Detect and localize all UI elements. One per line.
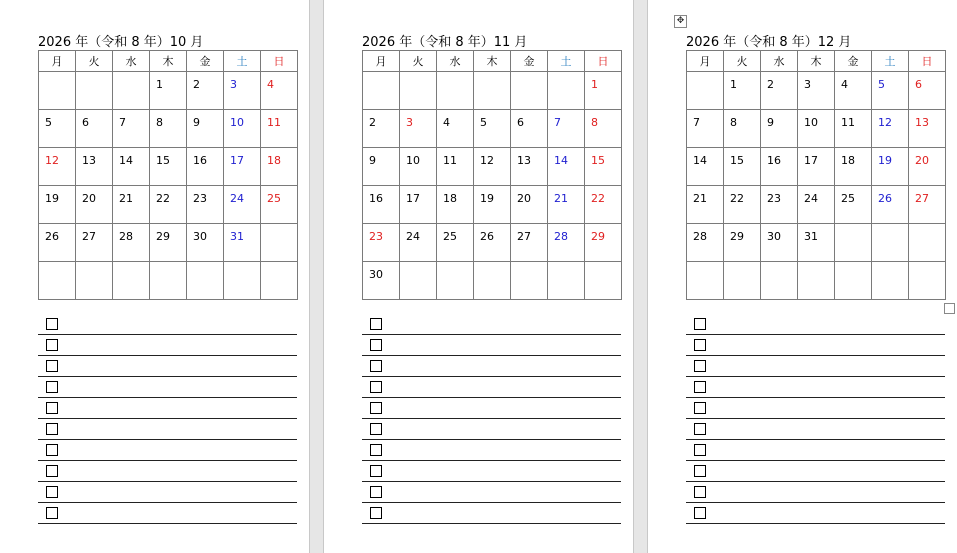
day-cell[interactable]: 27: [511, 224, 548, 262]
day-cell[interactable]: [687, 262, 724, 300]
weekday-header: 月: [363, 51, 400, 72]
weekday-header: 月: [39, 51, 76, 72]
weekday-header: 土: [872, 51, 909, 72]
task-row[interactable]: [686, 377, 945, 398]
weekday-header: 日: [909, 51, 946, 72]
task-row[interactable]: [362, 356, 621, 377]
day-cell[interactable]: 14: [113, 148, 150, 186]
day-cell[interactable]: 4: [437, 110, 474, 148]
day-cell[interactable]: [474, 262, 511, 300]
day-cell[interactable]: [363, 72, 400, 110]
calendar-table: [362, 50, 622, 300]
day-cell[interactable]: 18: [261, 148, 298, 186]
day-cell[interactable]: 29: [585, 224, 622, 262]
day-cell[interactable]: 8: [724, 110, 761, 148]
checkbox-icon[interactable]: [694, 318, 706, 330]
day-cell[interactable]: 10: [400, 148, 437, 186]
day-cell[interactable]: 10: [798, 110, 835, 148]
day-cell[interactable]: [761, 262, 798, 300]
day-cell[interactable]: 1: [724, 72, 761, 110]
day-cell[interactable]: [872, 224, 909, 262]
checkbox-icon[interactable]: [370, 381, 382, 393]
week-row: [39, 186, 298, 224]
day-cell[interactable]: 26: [39, 224, 76, 262]
day-cell[interactable]: 24: [798, 186, 835, 224]
day-cell[interactable]: 25: [261, 186, 298, 224]
task-row[interactable]: [686, 503, 945, 524]
day-cell[interactable]: 5: [872, 72, 909, 110]
weekday-header: 日: [585, 51, 622, 72]
day-cell[interactable]: 16: [761, 148, 798, 186]
day-cell[interactable]: [548, 72, 585, 110]
day-cell[interactable]: 10: [224, 110, 261, 148]
day-cell[interactable]: 2: [761, 72, 798, 110]
day-cell[interactable]: 17: [400, 186, 437, 224]
checkbox-icon[interactable]: [370, 444, 382, 456]
day-cell[interactable]: [39, 72, 76, 110]
task-row[interactable]: [38, 377, 297, 398]
checkbox-icon[interactable]: [46, 465, 58, 477]
weekday-header: 木: [798, 51, 835, 72]
task-row[interactable]: [38, 335, 297, 356]
task-row[interactable]: [38, 440, 297, 461]
day-cell[interactable]: 7: [548, 110, 585, 148]
checkbox-icon[interactable]: [46, 423, 58, 435]
week-row: [363, 224, 622, 262]
page-content: [31, 0, 303, 553]
checkbox-icon[interactable]: [370, 402, 382, 414]
day-cell[interactable]: 22: [585, 186, 622, 224]
day-cell[interactable]: 12: [474, 148, 511, 186]
day-cell[interactable]: 2: [363, 110, 400, 148]
day-cell[interactable]: 5: [474, 110, 511, 148]
day-cell[interactable]: 31: [798, 224, 835, 262]
checkbox-icon[interactable]: [46, 339, 58, 351]
page-title: 2026 年（令和 8 年）11 月: [362, 35, 528, 50]
day-cell[interactable]: 21: [113, 186, 150, 224]
task-row[interactable]: [362, 419, 621, 440]
weekday-header: 月: [687, 51, 724, 72]
day-cell[interactable]: 30: [761, 224, 798, 262]
day-cell[interactable]: [261, 262, 298, 300]
day-cell[interactable]: 25: [835, 186, 872, 224]
week-row: [687, 262, 946, 300]
day-cell[interactable]: 9: [363, 148, 400, 186]
day-cell[interactable]: 29: [724, 224, 761, 262]
week-row: [39, 262, 298, 300]
task-row[interactable]: [362, 314, 621, 335]
day-cell[interactable]: [835, 224, 872, 262]
week-row: [363, 186, 622, 224]
checkbox-icon[interactable]: [370, 465, 382, 477]
week-row: [39, 224, 298, 262]
weekday-header: 水: [437, 51, 474, 72]
day-cell[interactable]: [585, 262, 622, 300]
day-cell[interactable]: [548, 262, 585, 300]
weekday-header: 火: [400, 51, 437, 72]
page-content: [679, 0, 951, 553]
checkbox-icon[interactable]: [694, 465, 706, 477]
task-list: [362, 314, 621, 524]
day-cell[interactable]: 3: [798, 72, 835, 110]
day-cell[interactable]: 26: [872, 186, 909, 224]
day-cell[interactable]: 12: [872, 110, 909, 148]
day-cell[interactable]: 31: [224, 224, 261, 262]
day-cell[interactable]: 11: [835, 110, 872, 148]
week-row: [39, 72, 298, 110]
day-cell[interactable]: 7: [113, 110, 150, 148]
checkbox-icon[interactable]: [370, 423, 382, 435]
day-cell[interactable]: 25: [437, 224, 474, 262]
day-cell[interactable]: 14: [687, 148, 724, 186]
day-cell[interactable]: 22: [150, 186, 187, 224]
day-cell[interactable]: 1: [585, 72, 622, 110]
weekday-header: 火: [724, 51, 761, 72]
day-cell[interactable]: [39, 262, 76, 300]
day-cell[interactable]: 7: [687, 110, 724, 148]
day-cell[interactable]: 11: [261, 110, 298, 148]
weekday-header-row: [363, 51, 622, 72]
task-row[interactable]: [686, 482, 945, 503]
day-cell[interactable]: 21: [548, 186, 585, 224]
checkbox-icon[interactable]: [694, 381, 706, 393]
day-cell[interactable]: 23: [187, 186, 224, 224]
weekday-header: 金: [835, 51, 872, 72]
day-cell[interactable]: [909, 262, 946, 300]
day-cell[interactable]: 5: [39, 110, 76, 148]
day-cell[interactable]: 16: [363, 186, 400, 224]
task-row[interactable]: [38, 482, 297, 503]
day-cell[interactable]: 17: [224, 148, 261, 186]
week-row: [363, 262, 622, 300]
calendar-table: [686, 50, 946, 300]
task-row[interactable]: [38, 419, 297, 440]
day-cell[interactable]: [400, 262, 437, 300]
checkbox-icon[interactable]: [694, 423, 706, 435]
weekday-header-row: [687, 51, 946, 72]
day-cell[interactable]: 19: [872, 148, 909, 186]
day-cell[interactable]: 6: [909, 72, 946, 110]
checkbox-icon[interactable]: [694, 444, 706, 456]
task-list: [686, 314, 945, 524]
day-cell[interactable]: 28: [113, 224, 150, 262]
checkbox-icon[interactable]: [370, 507, 382, 519]
task-row[interactable]: [686, 335, 945, 356]
day-cell[interactable]: 26: [474, 224, 511, 262]
task-row[interactable]: [38, 503, 297, 524]
page-content: [355, 0, 627, 553]
day-cell[interactable]: [76, 262, 113, 300]
day-cell[interactable]: 12: [39, 148, 76, 186]
checkbox-icon[interactable]: [46, 444, 58, 456]
weekday-header: 火: [76, 51, 113, 72]
checkbox-icon[interactable]: [694, 402, 706, 414]
task-row[interactable]: [686, 356, 945, 377]
day-cell[interactable]: [113, 262, 150, 300]
checkbox-icon[interactable]: [370, 318, 382, 330]
day-cell[interactable]: 28: [548, 224, 585, 262]
day-cell[interactable]: 16: [187, 148, 224, 186]
task-row[interactable]: [686, 461, 945, 482]
day-cell[interactable]: 13: [511, 148, 548, 186]
week-row: [687, 148, 946, 186]
checkbox-icon[interactable]: [694, 339, 706, 351]
day-cell[interactable]: [113, 72, 150, 110]
day-cell[interactable]: [687, 72, 724, 110]
day-cell[interactable]: 24: [400, 224, 437, 262]
day-cell[interactable]: [187, 262, 224, 300]
day-cell[interactable]: [224, 262, 261, 300]
weekday-header-row: [39, 51, 298, 72]
weekday-header: 土: [224, 51, 261, 72]
checkbox-icon[interactable]: [46, 360, 58, 372]
calendar-page-october: [0, 0, 309, 553]
task-row[interactable]: [362, 461, 621, 482]
day-cell[interactable]: [511, 262, 548, 300]
task-row[interactable]: [38, 398, 297, 419]
task-list: [38, 314, 297, 524]
page-title: 2026 年（令和 8 年）12 月: [686, 35, 852, 50]
day-cell[interactable]: 30: [187, 224, 224, 262]
day-cell[interactable]: 17: [798, 148, 835, 186]
week-row: [363, 110, 622, 148]
day-cell[interactable]: [909, 224, 946, 262]
day-cell[interactable]: [724, 262, 761, 300]
calendar-table: [38, 50, 298, 300]
checkbox-icon[interactable]: [370, 360, 382, 372]
day-cell[interactable]: 2: [187, 72, 224, 110]
week-row: [363, 148, 622, 186]
day-cell[interactable]: [511, 72, 548, 110]
week-row: [39, 110, 298, 148]
day-cell[interactable]: 4: [261, 72, 298, 110]
checkbox-icon[interactable]: [370, 486, 382, 498]
day-cell[interactable]: 9: [187, 110, 224, 148]
task-row[interactable]: [38, 461, 297, 482]
task-row[interactable]: [686, 398, 945, 419]
day-cell[interactable]: 27: [909, 186, 946, 224]
day-cell[interactable]: 29: [150, 224, 187, 262]
day-cell[interactable]: 20: [909, 148, 946, 186]
checkbox-icon[interactable]: [46, 486, 58, 498]
week-row: [363, 72, 622, 110]
day-cell[interactable]: 3: [400, 110, 437, 148]
day-cell[interactable]: 22: [724, 186, 761, 224]
week-row: [687, 72, 946, 110]
day-cell[interactable]: 13: [909, 110, 946, 148]
day-cell[interactable]: 8: [150, 110, 187, 148]
day-cell[interactable]: 18: [437, 186, 474, 224]
checkbox-icon[interactable]: [46, 318, 58, 330]
day-cell[interactable]: 4: [835, 72, 872, 110]
checkbox-icon[interactable]: [694, 360, 706, 372]
day-cell[interactable]: 13: [76, 148, 113, 186]
task-row[interactable]: [686, 419, 945, 440]
day-cell[interactable]: 11: [437, 148, 474, 186]
day-cell[interactable]: [400, 72, 437, 110]
weekday-header: 金: [187, 51, 224, 72]
task-row[interactable]: [38, 356, 297, 377]
day-cell[interactable]: [474, 72, 511, 110]
week-row: [687, 186, 946, 224]
day-cell[interactable]: 30: [363, 262, 400, 300]
day-cell[interactable]: 23: [363, 224, 400, 262]
day-cell[interactable]: [261, 224, 298, 262]
weekday-header: 木: [474, 51, 511, 72]
day-cell[interactable]: 20: [76, 186, 113, 224]
day-cell[interactable]: [437, 72, 474, 110]
calendar-page-november: [324, 0, 633, 553]
day-cell[interactable]: 18: [835, 148, 872, 186]
weekday-header: 土: [548, 51, 585, 72]
day-cell[interactable]: 21: [687, 186, 724, 224]
table-resize-handle[interactable]: [944, 303, 955, 314]
weekday-header: 水: [113, 51, 150, 72]
task-row[interactable]: [362, 377, 621, 398]
day-cell[interactable]: 9: [761, 110, 798, 148]
weekday-header: 金: [511, 51, 548, 72]
week-row: [687, 110, 946, 148]
day-cell[interactable]: [798, 262, 835, 300]
weekday-header: 日: [261, 51, 298, 72]
day-cell[interactable]: 14: [548, 148, 585, 186]
day-cell[interactable]: 19: [474, 186, 511, 224]
checkbox-icon[interactable]: [694, 486, 706, 498]
day-cell[interactable]: 6: [76, 110, 113, 148]
task-row[interactable]: [362, 335, 621, 356]
task-row[interactable]: [38, 314, 297, 335]
day-cell[interactable]: 24: [224, 186, 261, 224]
day-cell[interactable]: 15: [724, 148, 761, 186]
task-row[interactable]: [686, 314, 945, 335]
task-row[interactable]: [362, 503, 621, 524]
day-cell[interactable]: 15: [585, 148, 622, 186]
task-row[interactable]: [362, 398, 621, 419]
page-title: 2026 年（令和 8 年）10 月: [38, 35, 204, 50]
weekday-header: 木: [150, 51, 187, 72]
week-row: [687, 224, 946, 262]
calendar-page-december: [648, 0, 957, 553]
weekday-header: 水: [761, 51, 798, 72]
day-cell[interactable]: 23: [761, 186, 798, 224]
task-row[interactable]: [362, 482, 621, 503]
day-cell[interactable]: 3: [224, 72, 261, 110]
day-cell[interactable]: [150, 262, 187, 300]
checkbox-icon[interactable]: [694, 507, 706, 519]
day-cell[interactable]: 20: [511, 186, 548, 224]
checkbox-icon[interactable]: [46, 381, 58, 393]
checkbox-icon[interactable]: [46, 507, 58, 519]
checkbox-icon[interactable]: [370, 339, 382, 351]
task-row[interactable]: [686, 440, 945, 461]
day-cell[interactable]: 6: [511, 110, 548, 148]
day-cell[interactable]: 1: [150, 72, 187, 110]
day-cell[interactable]: [872, 262, 909, 300]
day-cell[interactable]: [835, 262, 872, 300]
day-cell[interactable]: 28: [687, 224, 724, 262]
table-move-handle-icon[interactable]: ✥: [674, 15, 687, 28]
day-cell[interactable]: 19: [39, 186, 76, 224]
week-row: [39, 148, 298, 186]
day-cell[interactable]: 15: [150, 148, 187, 186]
day-cell[interactable]: [76, 72, 113, 110]
checkbox-icon[interactable]: [46, 402, 58, 414]
day-cell[interactable]: [437, 262, 474, 300]
day-cell[interactable]: 8: [585, 110, 622, 148]
day-cell[interactable]: 27: [76, 224, 113, 262]
task-row[interactable]: [362, 440, 621, 461]
